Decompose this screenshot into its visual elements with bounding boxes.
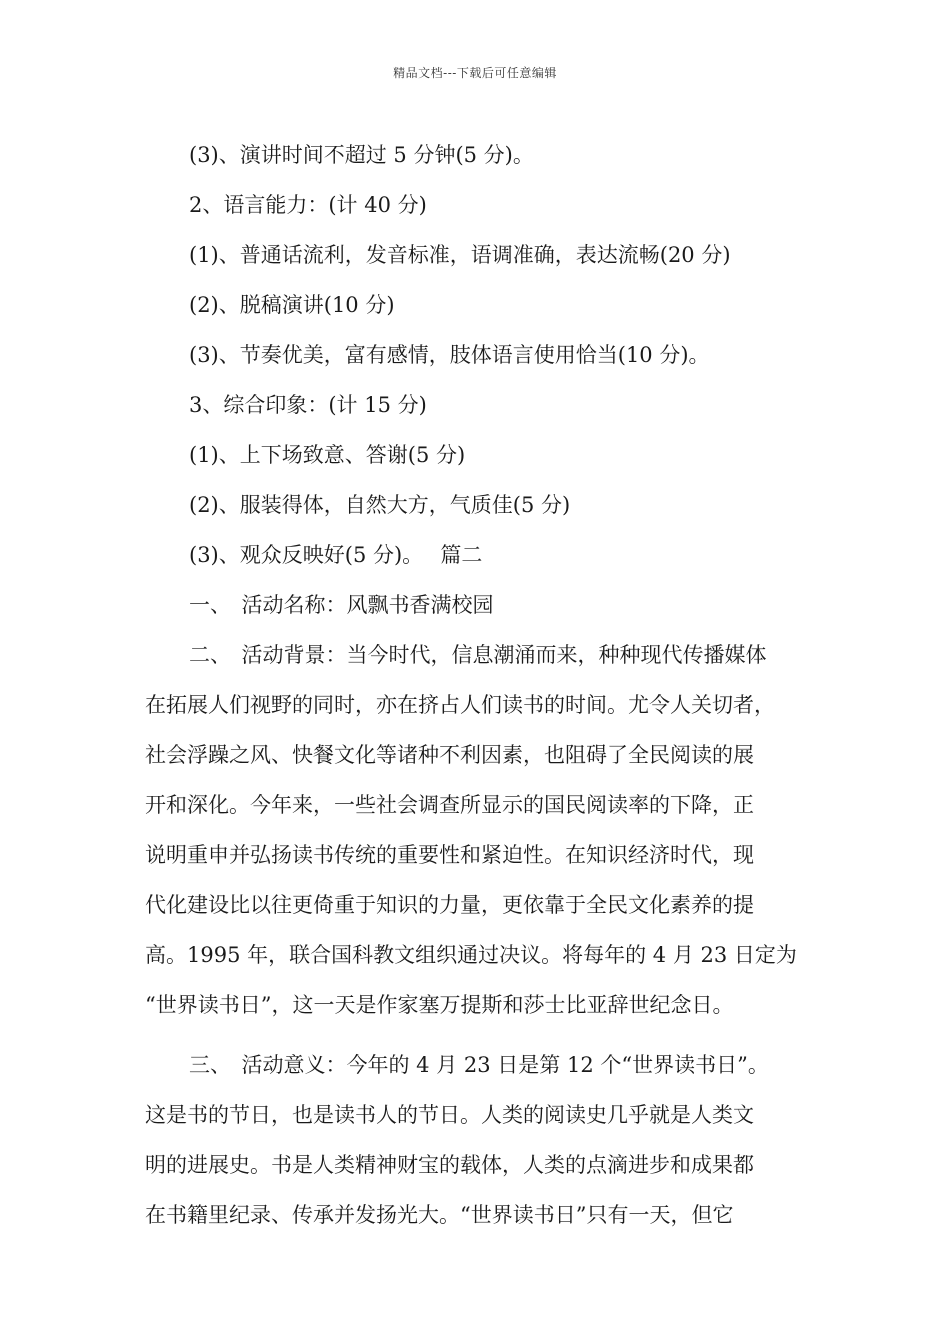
paragraph-line: 三、 活动意义：今年的 4 月 23 日是第 12 个“世界读书日”。	[189, 1053, 769, 1077]
page-header: 精品文档---下载后可任意编辑	[393, 66, 557, 80]
paragraph-line: 说明重申并弘扬读书传统的重要性和紧迫性。在知识经济时代，现	[145, 843, 754, 867]
paragraph-line: 高。1995 年，联合国科教文组织通过决议。将每年的 4 月 23 日定为	[145, 943, 797, 967]
paragraph-line: 社会浮躁之风、快餐文化等诸种不利因素，也阻碍了全民阅读的展	[145, 743, 754, 767]
paragraph-line: (1)、普通话流利，发音标准，语调准确，表达流畅(20 分)	[189, 243, 731, 267]
paragraph-line: 在拓展人们视野的同时，亦在挤占人们读书的时间。尤令人关切者，	[145, 693, 775, 717]
paragraph-line: 开和深化。今年来，一些社会调查所显示的国民阅读率的下降，正	[145, 793, 754, 817]
paragraph-line: (3)、演讲时间不超过 5 分钟(5 分)。	[189, 143, 534, 167]
paragraph-line: (3)、节奏优美，富有感情，肢体语言使用恰当(10 分)。	[189, 343, 710, 367]
paragraph-line: (2)、脱稿演讲(10 分)	[189, 293, 395, 317]
paragraph-line: (3)、观众反映好(5 分)。 篇二	[189, 543, 483, 567]
paragraph-line: 这是书的节日，也是读书人的节日。人类的阅读史几乎就是人类文	[145, 1103, 754, 1127]
paragraph-line: 3、综合印象：(计 15 分)	[189, 393, 427, 417]
section-heading-line: 一、 活动名称：风飘书香满校园	[189, 593, 494, 617]
paragraph-line: (2)、服装得体，自然大方，气质佳(5 分)	[189, 493, 571, 517]
paragraph-line: “世界读书日”，这一天是作家塞万提斯和莎士比亚辞世纪念日。	[145, 993, 734, 1017]
paragraph-gap	[145, 1030, 825, 1040]
paragraph-line: 明的进展史。书是人类精神财宝的载体，人类的点滴进步和成果都	[145, 1153, 754, 1177]
paragraph-line: 2、语言能力：(计 40 分)	[189, 193, 427, 217]
paragraph-line: (1)、上下场致意、答谢(5 分)	[189, 443, 466, 467]
document-body	[145, 130, 825, 1240]
paragraph-line: 代化建设比以往更倚重于知识的力量，更依靠于全民文化素养的提	[145, 893, 754, 917]
paragraph-line: 在书籍里纪录、传承并发扬光大。“世界读书日”只有一天，但它	[145, 1203, 734, 1227]
paragraph-line: 二、 活动背景：当今时代，信息潮涌而来，种种现代传播媒体	[189, 643, 767, 667]
